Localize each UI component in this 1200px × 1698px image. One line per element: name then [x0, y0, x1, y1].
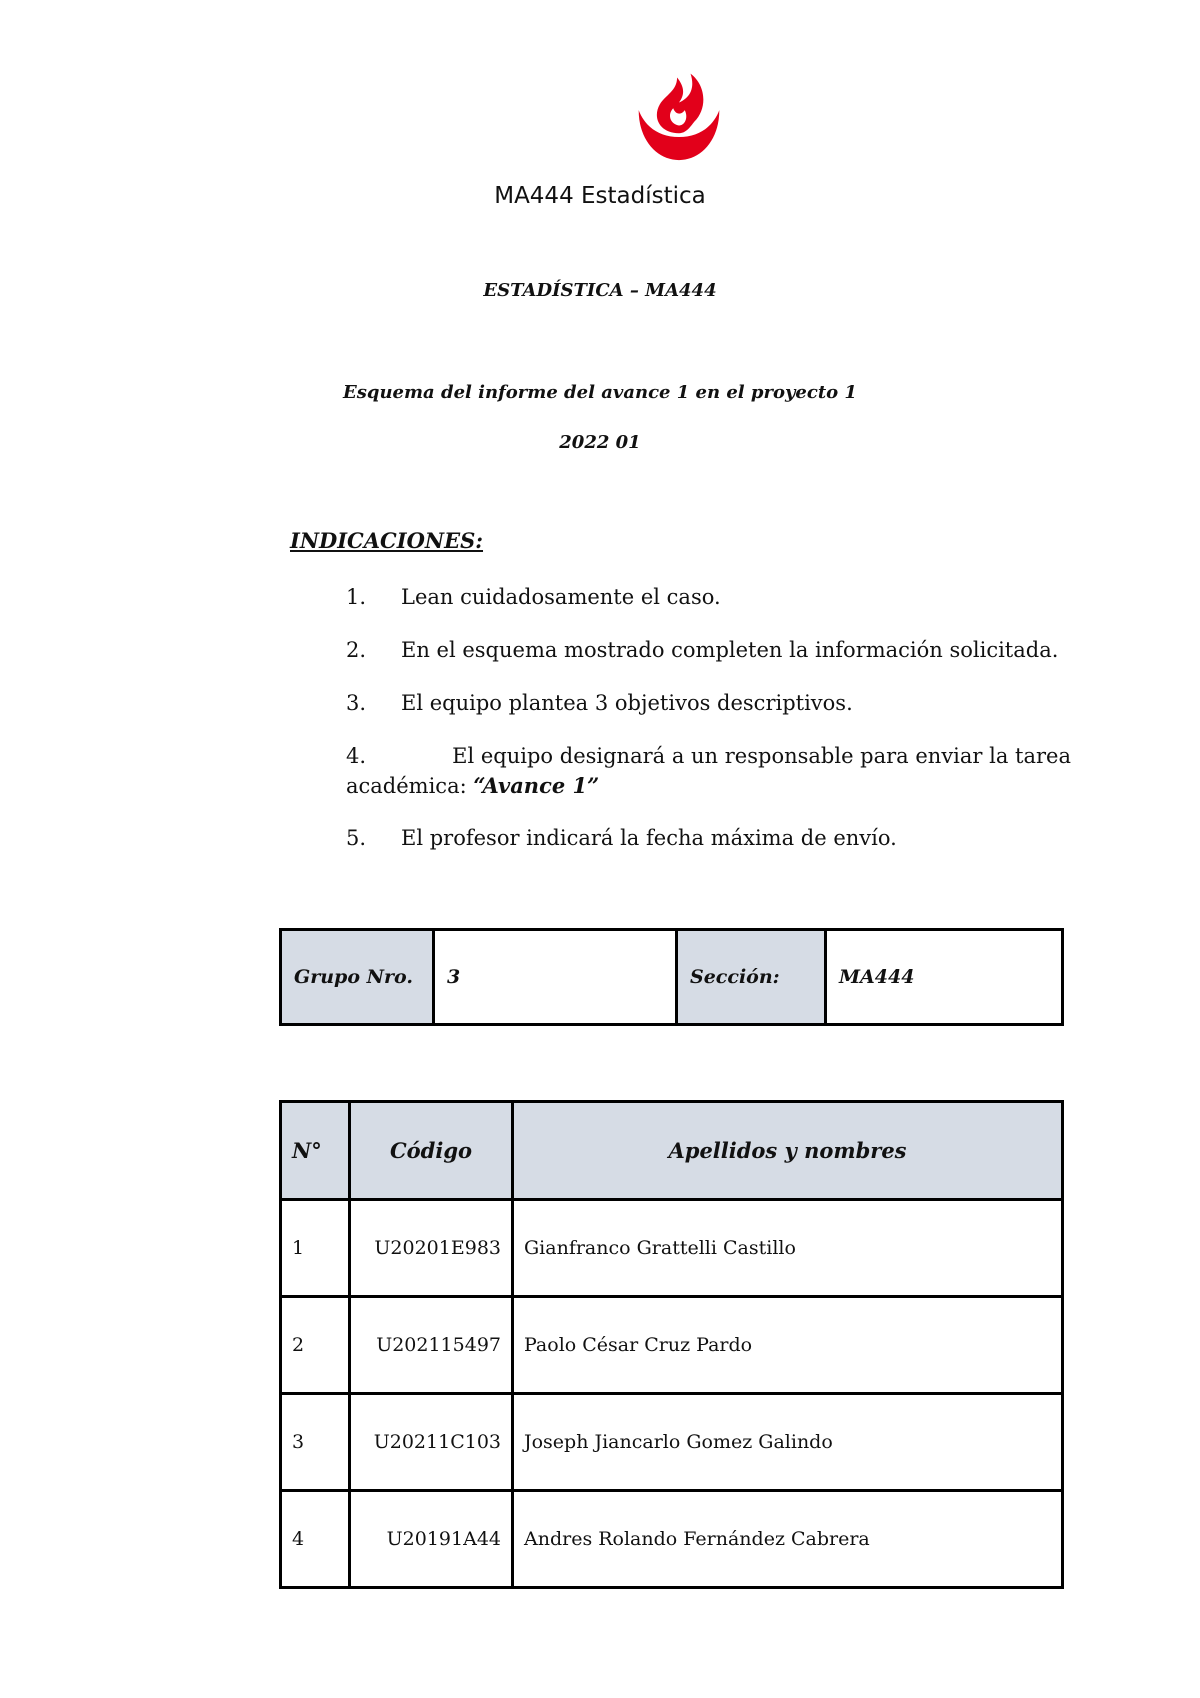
row-name: Joseph Jiancarlo Gomez Galindo [513, 1394, 1063, 1491]
row-name: Andres Rolando Fernández Cabrera [513, 1491, 1063, 1588]
group-info-table [279, 928, 1064, 1026]
members-table [279, 1100, 1064, 1589]
section-label: Sección: [677, 930, 826, 1025]
row-code: U20201E983 [350, 1200, 513, 1297]
table-row [281, 1491, 1063, 1588]
document-period: 2022 01 [559, 432, 641, 453]
row-code: U20191A44 [350, 1491, 513, 1588]
item-text-line1: El equipo designará a un responsable para enviar la tarea [452, 744, 1071, 768]
document-subtitle: ESTADÍSTICA – MA444 [483, 280, 717, 301]
row-number: 4 [281, 1491, 350, 1588]
group-value: 3 [434, 930, 677, 1025]
item-number: 1. [346, 585, 367, 609]
item-number: 4. [346, 744, 367, 768]
course-title: MA444 Estadística [494, 183, 706, 209]
header-number: N° [281, 1102, 350, 1200]
item-text: El equipo plantea 3 objetivos descriptivos. [401, 691, 853, 715]
upc-logo-icon [631, 66, 727, 162]
table-header-row [281, 1102, 1063, 1200]
item-text: Lean cuidadosamente el caso. [401, 585, 721, 609]
row-number: 3 [281, 1394, 350, 1491]
row-number: 2 [281, 1297, 350, 1394]
item-number: 3. [346, 691, 367, 715]
item-text-line2: académica: [346, 774, 467, 798]
section-value: MA444 [826, 930, 1063, 1025]
instructions-heading: INDICACIONES: [290, 528, 484, 553]
item-number: 2. [346, 638, 367, 662]
item-number: 5. [346, 826, 367, 850]
row-code: U20211C103 [350, 1394, 513, 1491]
instruction-item-4 [346, 742, 1071, 801]
table-row [281, 1394, 1063, 1491]
table-row [281, 1297, 1063, 1394]
row-code: U202115497 [350, 1297, 513, 1394]
header-name: Apellidos y nombres [513, 1102, 1063, 1200]
row-number: 1 [281, 1200, 350, 1297]
item-emphasis: “Avance 1” [473, 773, 600, 798]
row-name: Gianfranco Grattelli Castillo [513, 1200, 1063, 1297]
item-text: En el esquema mostrado completen la información solicitada. [401, 638, 1059, 662]
header-code: Código [350, 1102, 513, 1200]
group-label: Grupo Nro. [281, 930, 434, 1025]
document-title: Esquema del informe del avance 1 en el proyecto 1 [343, 382, 857, 403]
row-name: Paolo César Cruz Pardo [513, 1297, 1063, 1394]
table-row [281, 1200, 1063, 1297]
item-text: El profesor indicará la fecha máxima de envío. [401, 826, 897, 850]
